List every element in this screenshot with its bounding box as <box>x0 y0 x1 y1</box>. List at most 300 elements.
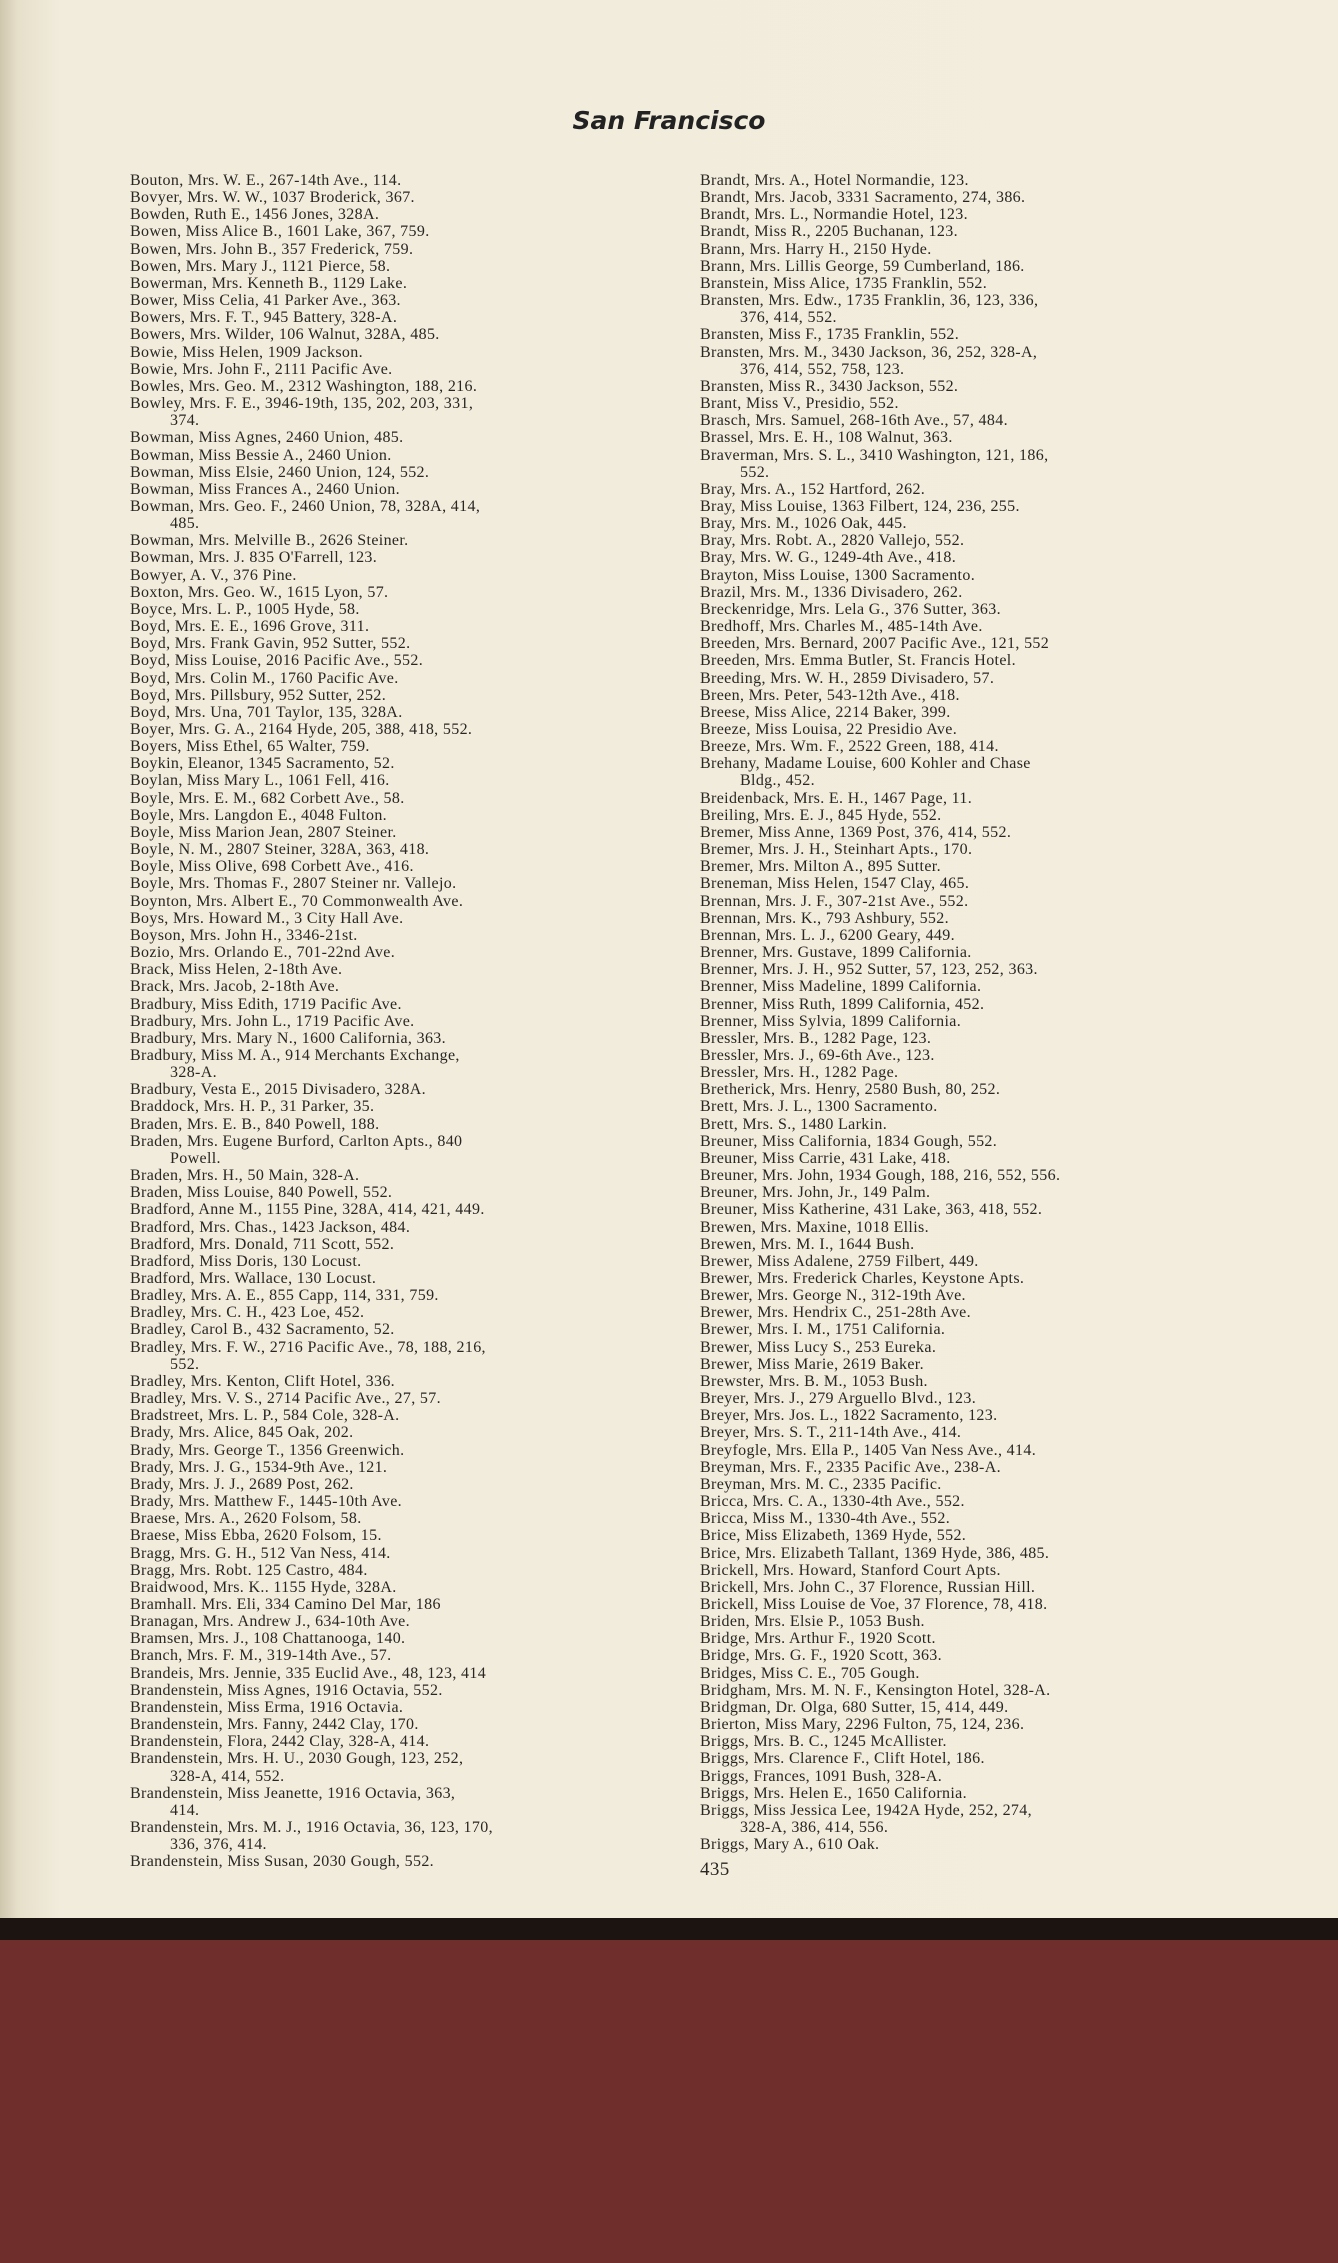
entry-text: Brewer, Mrs. Frederick Charles, Keystone Apts. <box>700 1270 1025 1287</box>
entry-text: Breneman, Miss Helen, 1547 Clay, 465. <box>700 875 970 893</box>
entry-text: Boyd, Mrs. Colin M., 1760 Pacific Ave. <box>130 669 399 687</box>
entry-text: Brice, Miss Elizabeth, 1369 Hyde, 552. <box>700 1527 967 1545</box>
directory-entry <box>130 1579 493 1596</box>
directory-entry <box>130 326 493 343</box>
entry-continuation: 328-A, 386, 414, 556. <box>740 1819 889 1836</box>
entry-text: Bransten, Miss F., 1735 Franklin, 552. <box>700 326 960 344</box>
directory-entry <box>700 1459 1060 1476</box>
entry-text: Bremer, Miss Anne, 1369 Post, 376, 414, 552. <box>700 823 1012 841</box>
directory-entry <box>700 790 1060 807</box>
entry-text: Bray, Mrs. Robt. A., 2820 Vallejo, 552. <box>700 532 965 550</box>
directory-entry <box>130 549 493 566</box>
entry-text: Brady, Mrs. Matthew F., 1445-10th Ave. <box>130 1493 402 1511</box>
entry-text: Brenner, Mrs. J. H., 952 Sutter, 57, 123, 252, 363. <box>700 961 1038 979</box>
entry-text: Brann, Mrs. Harry H., 2150 Hyde. <box>700 240 932 258</box>
directory-entry <box>700 1424 1060 1441</box>
entry-text: Bridge, Mrs. Arthur F., 1920 Scott. <box>700 1630 936 1648</box>
entry-text: Bowman, Mrs. Geo. F., 2460 Union, 78, 328A, 414, <box>130 497 481 515</box>
entry-text: Breeze, Miss Louisa, 22 Presidio Ave. <box>700 721 958 738</box>
directory-entry <box>700 1613 1060 1630</box>
entry-text: Boyle, Mrs. E. M., 682 Corbett Ave., 58. <box>130 789 405 807</box>
entry-text: Bradley, Mrs. Kenton, Clift Hotel, 336. <box>130 1372 396 1390</box>
directory-entry <box>130 635 493 652</box>
directory-entry <box>700 206 1060 223</box>
entry-text: Brandenstein, Miss Jeanette, 1916 Octavia, 363, <box>130 1784 456 1802</box>
directory-entry <box>130 1630 493 1647</box>
directory-entry <box>130 1493 493 1510</box>
entry-text: Brady, Mrs. J. G., 1534-9th Ave., 121. <box>130 1458 388 1476</box>
entry-text: Bradford, Mrs. Chas., 1423 Jackson, 484. <box>130 1218 411 1236</box>
entry-text: Breyfogle, Mrs. Ella P., 1405 Van Ness Ave., 414. <box>700 1441 1037 1459</box>
directory-entry <box>700 858 1060 875</box>
entry-continuation: Powell. <box>170 1149 221 1167</box>
entry-text: Brady, Mrs. J. J., 2689 Post, 262. <box>130 1475 354 1493</box>
directory-entry <box>700 1304 1060 1321</box>
directory-entry <box>700 875 1060 892</box>
entry-continuation: 485. <box>170 515 200 533</box>
directory-entry <box>130 189 493 206</box>
directory-entry <box>700 1081 1060 1098</box>
directory-entry <box>130 464 493 481</box>
entry-text: Brandt, Miss R., 2205 Buchanan, 123. <box>700 223 958 241</box>
directory-entry <box>130 1184 493 1201</box>
directory-entry <box>700 944 1060 961</box>
directory-entry <box>130 841 493 858</box>
directory-entry <box>700 1699 1060 1716</box>
entry-text: Boyle, Mrs. Thomas F., 2807 Steiner nr. Vallejo. <box>130 875 457 893</box>
entry-text: Brett, Mrs. S., 1480 Larkin. <box>700 1115 888 1133</box>
directory-entry <box>700 927 1060 944</box>
directory-entry <box>130 1013 493 1030</box>
directory-entry <box>130 738 493 755</box>
directory-entry <box>700 1562 1060 1579</box>
entry-text: Boyle, N. M., 2807 Steiner, 328A, 363, 418. <box>130 841 430 859</box>
entry-text: Briggs, Mrs. Helen E., 1650 California. <box>700 1784 967 1802</box>
entry-text: Bradstreet, Mrs. L. P., 584 Cole, 328-A. <box>130 1407 400 1425</box>
directory-entry <box>700 1476 1060 1493</box>
directory-entry <box>700 996 1060 1013</box>
directory-entry <box>130 978 493 995</box>
entry-text: Brandeis, Mrs. Jennie, 335 Euclid Ave., 48, 123, 414 <box>130 1664 487 1682</box>
directory-entry <box>700 189 1060 206</box>
entry-text: Boykin, Eleanor, 1345 Sacramento, 52. <box>130 755 395 773</box>
directory-entry <box>130 1253 493 1270</box>
entry-text: Bowen, Mrs. Mary J., 1121 Pierce, 58. <box>130 257 391 275</box>
entry-text: Bowie, Miss Helen, 1909 Jackson. <box>130 343 363 361</box>
page-title: San Francisco <box>572 106 766 135</box>
entry-text: Bower, Miss Celia, 41 Parker Ave., 363. <box>130 292 401 310</box>
directory-entry <box>700 978 1060 995</box>
directory-entry <box>700 601 1060 618</box>
entry-text: Bowman, Miss Bessie A., 2460 Union. <box>130 446 392 464</box>
entry-text: Brewer, Mrs. I. M., 1751 California. <box>700 1321 946 1339</box>
entry-text: Brandenstein, Miss Susan, 2030 Gough, 552. <box>130 1853 435 1871</box>
entry-text: Bray, Mrs. A., 152 Hartford, 262. <box>700 480 926 498</box>
directory-entry <box>130 206 493 223</box>
entry-text: Brandt, Mrs. L., Normandie Hotel, 123. <box>700 206 968 224</box>
directory-entry <box>130 1716 493 1733</box>
entry-text: Breen, Mrs. Peter, 543-12th Ave., 418. <box>700 686 960 704</box>
directory-entry <box>700 412 1060 429</box>
directory-entry <box>700 429 1060 446</box>
entry-text: Brann, Mrs. Lillis George, 59 Cumberland, 186. <box>700 257 1025 275</box>
entry-text: Brandenstein, Flora, 2442 Clay, 328-A, 414. <box>130 1733 430 1751</box>
directory-entry <box>700 326 1060 343</box>
entry-text: Breeze, Mrs. Wm. F., 2522 Green, 188, 414. <box>700 738 999 756</box>
entry-text: Breuner, Miss Katherine, 431 Lake, 363, 418, 552. <box>700 1201 1043 1219</box>
entry-text: Bowers, Mrs. F. T., 945 Battery, 328-A. <box>130 309 398 327</box>
entry-text: Bradford, Mrs. Donald, 711 Scott, 552. <box>130 1235 395 1253</box>
entry-text: Breyer, Mrs. J., 279 Arguello Blvd., 123. <box>700 1390 977 1408</box>
entry-text: Bragg, Mrs. G. H., 512 Van Ness, 414. <box>130 1544 391 1562</box>
directory-entry <box>130 1390 493 1407</box>
entry-text: Brant, Miss V., Presidio, 552. <box>700 395 899 413</box>
entry-text: Brandenstein, Mrs. H. U., 2030 Gough, 123, 252, <box>130 1750 464 1768</box>
directory-entry <box>700 1682 1060 1699</box>
entry-text: Boys, Mrs. Howard M., 3 City Hall Ave. <box>130 909 404 927</box>
entry-continuation: 374. <box>170 412 200 430</box>
entry-text: Brewer, Miss Marie, 2619 Baker. <box>700 1355 924 1373</box>
directory-entry <box>700 618 1060 635</box>
entry-text: Brewer, Mrs. Hendrix C., 251-28th Ave. <box>700 1304 971 1322</box>
entry-text: Bowman, Mrs. Melville B., 2626 Steiner. <box>130 532 409 550</box>
entry-text: Brenner, Mrs. Gustave, 1899 California. <box>700 944 972 962</box>
entry-continuation: 552. <box>740 463 770 481</box>
entry-text: Bowles, Mrs. Geo. M., 2312 Washington, 188, 216. <box>130 377 478 395</box>
directory-entry <box>130 1116 493 1133</box>
directory-entry <box>700 447 1060 481</box>
directory-entry <box>700 1013 1060 1030</box>
entry-continuation: 328-A, 414, 552. <box>170 1767 285 1785</box>
directory-entry <box>700 1201 1060 1218</box>
directory-entry <box>130 1270 493 1287</box>
entry-text: Bradley, Carol B., 432 Sacramento, 52. <box>130 1321 395 1339</box>
entry-text: Bressler, Mrs. B., 1282 Page, 123. <box>700 1029 932 1047</box>
directory-entry <box>700 841 1060 858</box>
entry-text: Breyer, Mrs. S. T., 211-14th Ave., 414. <box>700 1424 962 1442</box>
entry-text: Bradbury, Mrs. Mary N., 1600 California, 363. <box>130 1029 446 1047</box>
entry-text: Briggs, Miss Jessica Lee, 1942A Hyde, 252, 274, <box>700 1801 1032 1819</box>
entry-text: Bremer, Mrs. J. H., Steinhart Apts., 170. <box>700 841 973 859</box>
directory-entry <box>130 704 493 721</box>
entry-text: Brennan, Mrs. L. J., 6200 Geary, 449. <box>700 926 955 944</box>
directory-entry <box>700 670 1060 687</box>
entry-text: Braese, Miss Ebba, 2620 Folsom, 15. <box>130 1527 382 1545</box>
entry-text: Bozio, Mrs. Orlando E., 701-22nd Ave. <box>130 944 396 962</box>
entry-text: Brett, Mrs. J. L., 1300 Sacramento. <box>700 1098 938 1116</box>
directory-entry <box>700 1630 1060 1647</box>
directory-entry <box>130 1373 493 1390</box>
directory-entry <box>130 961 493 978</box>
directory-entry <box>700 1647 1060 1664</box>
entry-text: Boyson, Mrs. John H., 3346-21st. <box>130 926 358 944</box>
directory-entry <box>130 1853 493 1870</box>
entry-text: Brandenstein, Miss Erma, 1916 Octavia. <box>130 1698 404 1716</box>
entry-continuation: Bldg., 452. <box>740 772 815 790</box>
entry-text: Braden, Miss Louise, 840 Powell, 552. <box>130 1184 393 1202</box>
entry-text: Braden, Mrs. H., 50 Main, 328-A. <box>130 1167 360 1185</box>
entry-text: Brandenstein, Mrs. Fanny, 2442 Clay, 170. <box>130 1716 419 1734</box>
entry-text: Boyd, Mrs. Una, 701 Taylor, 135, 328A. <box>130 703 403 721</box>
directory-entry <box>130 601 493 618</box>
entry-text: Bradley, Mrs. A. E., 855 Capp, 114, 331, 759. <box>130 1287 439 1305</box>
directory-entry <box>130 652 493 669</box>
directory-entry <box>700 395 1060 412</box>
entry-text: Brickell, Mrs. John C., 37 Florence, Russian Hill. <box>700 1578 1036 1596</box>
right-column <box>700 172 1060 1881</box>
entry-text: Boyd, Mrs. Frank Gavin, 952 Sutter, 552. <box>130 635 411 653</box>
entry-text: Breuner, Miss California, 1834 Gough, 552. <box>700 1132 998 1150</box>
directory-entry <box>130 1047 493 1081</box>
directory-entry <box>700 961 1060 978</box>
entry-text: Breeden, Mrs. Emma Butler, St. Francis Hotel. <box>700 652 1016 670</box>
directory-entry <box>700 532 1060 549</box>
entry-text: Bray, Mrs. M., 1026 Oak, 445. <box>700 515 907 533</box>
entry-text: Bowman, Miss Frances A., 2460 Union. <box>130 480 400 498</box>
entry-text: Bradford, Mrs. Wallace, 130 Locust. <box>130 1270 377 1287</box>
page-edge-shadow <box>0 1918 1338 1940</box>
directory-entry <box>700 1390 1060 1407</box>
entry-text: Breeding, Mrs. W. H., 2859 Divisadero, 57. <box>700 669 995 687</box>
directory-entry <box>700 1527 1060 1544</box>
entry-text: Branstein, Miss Alice, 1735 Franklin, 552. <box>700 274 988 292</box>
entry-text: Braddock, Mrs. H. P., 31 Parker, 35. <box>130 1098 375 1116</box>
directory-entry <box>700 1253 1060 1270</box>
entry-text: Briggs, Mary A., 610 Oak. <box>700 1836 880 1854</box>
directory-entry <box>130 1699 493 1716</box>
directory-entry <box>700 1219 1060 1236</box>
directory-entry <box>130 1545 493 1562</box>
directory-entry <box>700 910 1060 927</box>
directory-entry <box>700 1442 1060 1459</box>
directory-entry <box>700 1270 1060 1287</box>
directory-entry <box>130 275 493 292</box>
entry-text: Brennan, Mrs. K., 793 Ashbury, 552. <box>700 909 949 927</box>
entry-text: Bricca, Miss M., 1330-4th Ave., 552. <box>700 1510 951 1528</box>
directory-entry <box>700 344 1060 378</box>
entry-text: Brayton, Miss Louise, 1300 Sacramento. <box>700 566 976 584</box>
entry-text: Breuner, Miss Carrie, 431 Lake, 418. <box>700 1149 951 1167</box>
directory-entry <box>700 893 1060 910</box>
directory-entry <box>700 1596 1060 1613</box>
entry-text: Boxton, Mrs. Geo. W., 1615 Lyon, 57. <box>130 583 389 601</box>
page-number: 435 <box>700 1859 730 1881</box>
entry-text: Bray, Mrs. W. G., 1249-4th Ave., 418. <box>700 549 957 567</box>
entry-text: Breyman, Mrs. M. C., 2335 Pacific. <box>700 1475 942 1493</box>
entry-text: Brassel, Mrs. E. H., 108 Walnut, 363. <box>700 429 953 447</box>
entry-continuation: 376, 414, 552. <box>740 309 837 327</box>
directory-entry <box>700 1407 1060 1424</box>
directory-entry <box>130 1339 493 1373</box>
entry-continuation: 414. <box>170 1801 200 1819</box>
directory-entry <box>700 292 1060 326</box>
directory-entry <box>700 1116 1060 1133</box>
entry-text: Brewster, Mrs. B. M., 1053 Bush. <box>700 1372 928 1390</box>
entry-text: Bovyer, Mrs. W. W., 1037 Broderick, 367. <box>130 189 415 207</box>
entry-text: Bowman, Miss Agnes, 2460 Union, 485. <box>130 429 404 447</box>
entry-text: Boyle, Miss Olive, 698 Corbett Ave., 416. <box>130 858 414 876</box>
entry-text: Bradford, Anne M., 1155 Pine, 328A, 414, 421, 449. <box>130 1201 485 1219</box>
directory-entry <box>700 1493 1060 1510</box>
directory-entry <box>130 1562 493 1579</box>
directory-entry <box>130 1682 493 1699</box>
directory-entry <box>700 721 1060 738</box>
entry-text: Bouton, Mrs. W. E., 267-14th Ave., 114. <box>130 172 402 189</box>
entry-text: Boyd, Mrs. Pillsbury, 952 Sutter, 252. <box>130 686 387 704</box>
entry-text: Bredhoff, Mrs. Charles M., 485-14th Ave. <box>700 618 983 636</box>
entry-text: Brandt, Mrs. Jacob, 3331 Sacramento, 274, 386. <box>700 189 1026 207</box>
directory-entry <box>130 309 493 326</box>
entry-text: Brehany, Madame Louise, 600 Kohler and Chase <box>700 755 1031 773</box>
entry-text: Bradbury, Vesta E., 2015 Divisadero, 328A. <box>130 1081 426 1099</box>
directory-entry <box>130 772 493 789</box>
directory-entry <box>700 481 1060 498</box>
entry-text: Bressler, Mrs. H., 1282 Page. <box>700 1064 899 1082</box>
directory-entry <box>700 704 1060 721</box>
directory-entry <box>130 378 493 395</box>
entry-text: Bowen, Miss Alice B., 1601 Lake, 367, 759. <box>130 223 430 241</box>
entry-text: Brady, Mrs. George T., 1356 Greenwich. <box>130 1441 405 1459</box>
entry-text: Breeden, Mrs. Bernard, 2007 Pacific Ave., 121, 552 <box>700 635 1050 653</box>
left-column <box>130 172 493 1870</box>
directory-entry <box>700 1184 1060 1201</box>
directory-entry <box>700 1750 1060 1767</box>
entry-text: Brack, Mrs. Jacob, 2-18th Ave. <box>130 978 340 996</box>
directory-entry <box>130 755 493 772</box>
entry-text: Bowie, Mrs. John F., 2111 Pacific Ave. <box>130 360 393 378</box>
directory-entry <box>130 996 493 1013</box>
directory-entry <box>130 258 493 275</box>
entry-text: Boyle, Mrs. Langdon E., 4048 Fulton. <box>130 806 388 824</box>
directory-entry <box>700 1287 1060 1304</box>
entry-text: Brack, Miss Helen, 2-18th Ave. <box>130 961 343 979</box>
directory-entry <box>700 567 1060 584</box>
entry-text: Bradley, Mrs. F. W., 2716 Pacific Ave., 78, 188, 216, <box>130 1338 486 1356</box>
entry-text: Branch, Mrs. F. M., 319-14th Ave., 57. <box>130 1647 392 1665</box>
directory-entry <box>700 1836 1060 1853</box>
directory-entry <box>700 498 1060 515</box>
entry-text: Bridge, Mrs. G. F., 1920 Scott, 363. <box>700 1647 942 1665</box>
entry-text: Braden, Mrs. Eugene Burford, Carlton Apts., 840 <box>130 1132 463 1150</box>
entry-text: Brewen, Mrs. Maxine, 1018 Ellis. <box>700 1218 929 1236</box>
entry-text: Bowers, Mrs. Wilder, 106 Walnut, 328A, 485. <box>130 326 440 344</box>
entry-text: Braden, Mrs. E. B., 840 Powell, 188. <box>130 1115 380 1133</box>
directory-entry <box>130 670 493 687</box>
directory-entry <box>130 1304 493 1321</box>
directory-entry <box>130 1819 493 1853</box>
directory-entry <box>130 498 493 532</box>
entry-text: Boyer, Mrs. G. A., 2164 Hyde, 205, 388, 418, 552. <box>130 721 473 738</box>
directory-entry <box>700 1510 1060 1527</box>
directory-entry <box>700 687 1060 704</box>
entry-text: Bradley, Mrs. C. H., 423 Loe, 452. <box>130 1304 365 1322</box>
entry-text: Briggs, Frances, 1091 Bush, 328-A. <box>700 1767 943 1785</box>
entry-text: Boynton, Mrs. Albert E., 70 Commonwealth Ave. <box>130 892 464 910</box>
entry-text: Bradford, Miss Doris, 130 Locust. <box>130 1252 362 1270</box>
directory-entry <box>700 241 1060 258</box>
entry-text: Briden, Mrs. Elsie P., 1053 Bush. <box>700 1613 925 1631</box>
directory-entry <box>130 858 493 875</box>
entry-text: Breckenridge, Mrs. Lela G., 376 Sutter, 363. <box>700 600 1001 618</box>
directory-entry <box>700 584 1060 601</box>
entry-text: Bridgman, Dr. Olga, 680 Sutter, 15, 414, 449. <box>700 1698 1009 1716</box>
entry-text: Braese, Mrs. A., 2620 Folsom, 58. <box>130 1510 362 1528</box>
directory-entry <box>700 1768 1060 1785</box>
entry-text: Breuner, Mrs. John, Jr., 149 Palm. <box>700 1184 931 1202</box>
directory-entry <box>130 1459 493 1476</box>
directory-entry <box>130 532 493 549</box>
entry-text: Brickell, Mrs. Howard, Stanford Court Apts. <box>700 1561 1001 1579</box>
directory-entry <box>130 361 493 378</box>
directory-entry <box>130 927 493 944</box>
directory-entry <box>130 1647 493 1664</box>
directory-entry <box>700 549 1060 566</box>
entry-text: Bressler, Mrs. J., 69-6th Ave., 123. <box>700 1046 935 1064</box>
entry-text: Brierton, Miss Mary, 2296 Fulton, 75, 124, 236. <box>700 1716 1025 1734</box>
entry-text: Bowyer, A. V., 376 Pine. <box>130 566 297 584</box>
directory-entry <box>130 807 493 824</box>
entry-text: Bradbury, Mrs. John L., 1719 Pacific Ave. <box>130 1012 415 1030</box>
directory-entry <box>130 1596 493 1613</box>
directory-entry <box>130 1407 493 1424</box>
directory-entry <box>130 1442 493 1459</box>
directory-entry <box>130 447 493 464</box>
entry-text: Bragg, Mrs. Robt. 125 Castro, 484. <box>130 1561 368 1579</box>
entry-text: Bramsen, Mrs. J., 108 Chattanooga, 140. <box>130 1630 406 1648</box>
directory-entry <box>700 824 1060 841</box>
directory-entry <box>700 1716 1060 1733</box>
entry-text: Brandenstein, Miss Agnes, 1916 Octavia, 552. <box>130 1681 443 1699</box>
entry-text: Bowman, Miss Elsie, 2460 Union, 124, 552. <box>130 463 430 481</box>
directory-entry <box>130 1613 493 1630</box>
directory-entry <box>700 755 1060 789</box>
directory-entry <box>700 172 1060 189</box>
entry-text: Breuner, Mrs. John, 1934 Gough, 188, 216, 552, 556. <box>700 1167 1061 1185</box>
entry-text: Brady, Mrs. Alice, 845 Oak, 202. <box>130 1424 354 1442</box>
directory-entry <box>130 344 493 361</box>
entry-text: Brennan, Mrs. J. F., 307-21st Ave., 552. <box>700 892 969 910</box>
directory-entry <box>700 1579 1060 1596</box>
directory-entry <box>130 1665 493 1682</box>
entry-text: Brewer, Miss Adalene, 2759 Filbert, 449. <box>700 1252 979 1270</box>
directory-entry <box>130 1133 493 1167</box>
directory-entry <box>130 172 493 189</box>
directory-entry <box>130 1030 493 1047</box>
directory-entry <box>700 1802 1060 1836</box>
entry-text: Breiling, Mrs. E. J., 845 Hyde, 552. <box>700 806 942 824</box>
directory-entry <box>700 1098 1060 1115</box>
directory-entry <box>130 429 493 446</box>
entry-text: Bowen, Mrs. John B., 357 Frederick, 759. <box>130 240 414 258</box>
directory-entry <box>130 1287 493 1304</box>
directory-entry <box>130 1424 493 1441</box>
entry-text: Bray, Miss Louise, 1363 Filbert, 124, 236, 255. <box>700 497 1020 515</box>
directory-entry <box>130 1750 493 1784</box>
entry-text: Brazil, Mrs. M., 1336 Divisadero, 262. <box>700 583 963 601</box>
directory-entry <box>700 1236 1060 1253</box>
entry-text: Brewer, Miss Lucy S., 253 Eureka. <box>700 1338 937 1356</box>
entry-text: Braverman, Mrs. S. L., 3410 Washington, 121, 186, <box>700 446 1049 464</box>
directory-entry <box>130 223 493 240</box>
directory-entry <box>130 721 493 738</box>
entry-text: Brice, Mrs. Elizabeth Tallant, 1369 Hyde, 386, 485. <box>700 1544 1050 1562</box>
directory-entry <box>130 1321 493 1338</box>
entry-continuation: 552. <box>170 1355 200 1373</box>
directory-entry <box>130 824 493 841</box>
directory-entry <box>700 635 1060 652</box>
directory-entry <box>700 1373 1060 1390</box>
directory-entry <box>700 807 1060 824</box>
